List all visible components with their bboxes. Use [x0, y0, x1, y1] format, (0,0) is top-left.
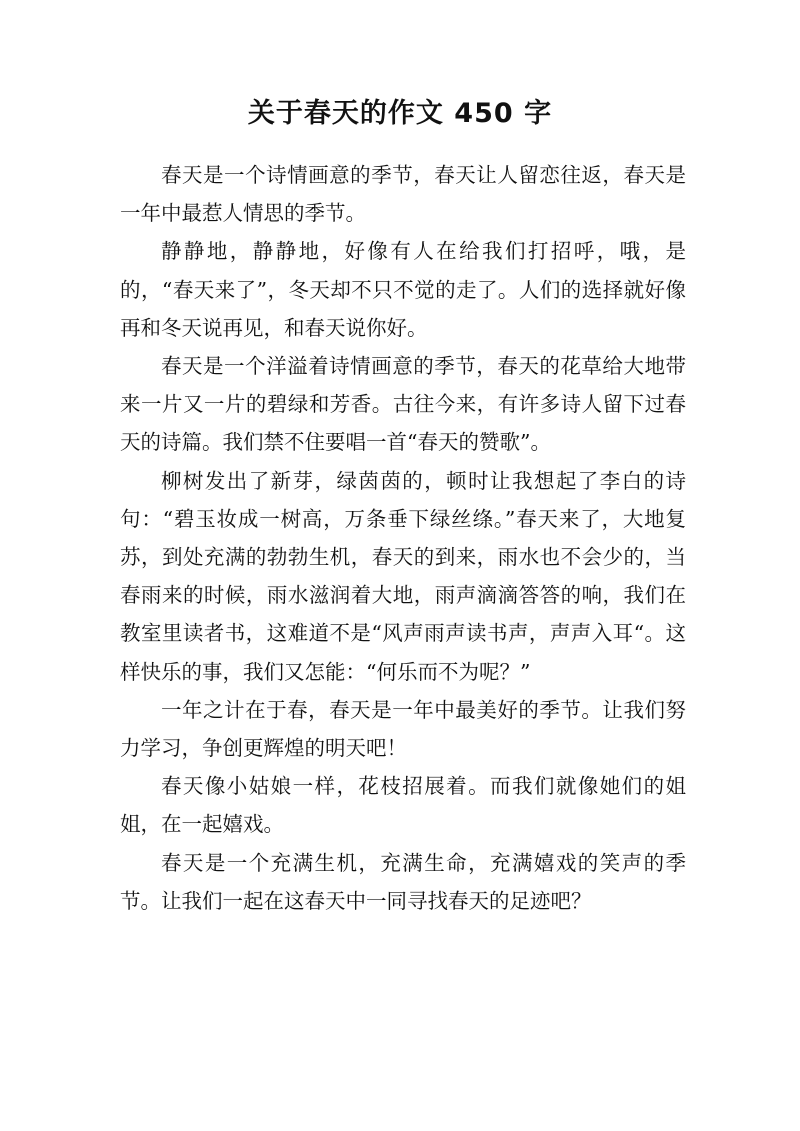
document-body	[120, 156, 686, 920]
paragraph: 静静地，静静地，好像有人在给我们打招呼，哦，是的，“春天来了”，冬天却不只不觉的走了。人们的选择就好像再和冬天说再见，和春天说你好。	[120, 239, 686, 340]
paragraph: 春天是一个诗情画意的季节，春天让人留恋往返，春天是一年中最惹人情思的季节。	[120, 163, 686, 226]
paragraph: 柳树发出了新芽，绿茵茵的，顿时让我想起了李白的诗句：“碧玉妆成一树高，万条垂下绿丝绦。”春天来了，大地复苏，到处充满的勃勃生机，春天的到来，雨水也不会少的，当春雨来的时候，雨水滋润着大地，雨声滴滴答答的响，我们在教室里读者书，这难道不是“风声雨声读书声，声声入耳“。这样快乐的事，我们又怎能：“何乐而不为呢？”	[120, 468, 686, 684]
paragraph: 春天像小姑娘一样，花枝招展着。而我们就像她们的姐姐，在一起嬉戏。	[120, 774, 686, 837]
paragraph: 春天是一个充满生机，充满生命，充满嬉戏的笑声的季节。让我们一起在这春天中一同寻找春天的足迹吧？	[120, 850, 686, 913]
paragraph: 一年之计在于春，春天是一年中最美好的季节。让我们努力学习，争创更辉煌的明天吧！	[120, 697, 686, 761]
paragraph: 春天是一个洋溢着诗情画意的季节，春天的花草给大地带来一片又一片的碧绿和芳香。古往今来，有许多诗人留下过春天的诗篇。我们禁不住要唱一首“春天的赞歌”。	[120, 354, 686, 455]
document-title: 关于春天的作文 450 字	[247, 98, 553, 129]
